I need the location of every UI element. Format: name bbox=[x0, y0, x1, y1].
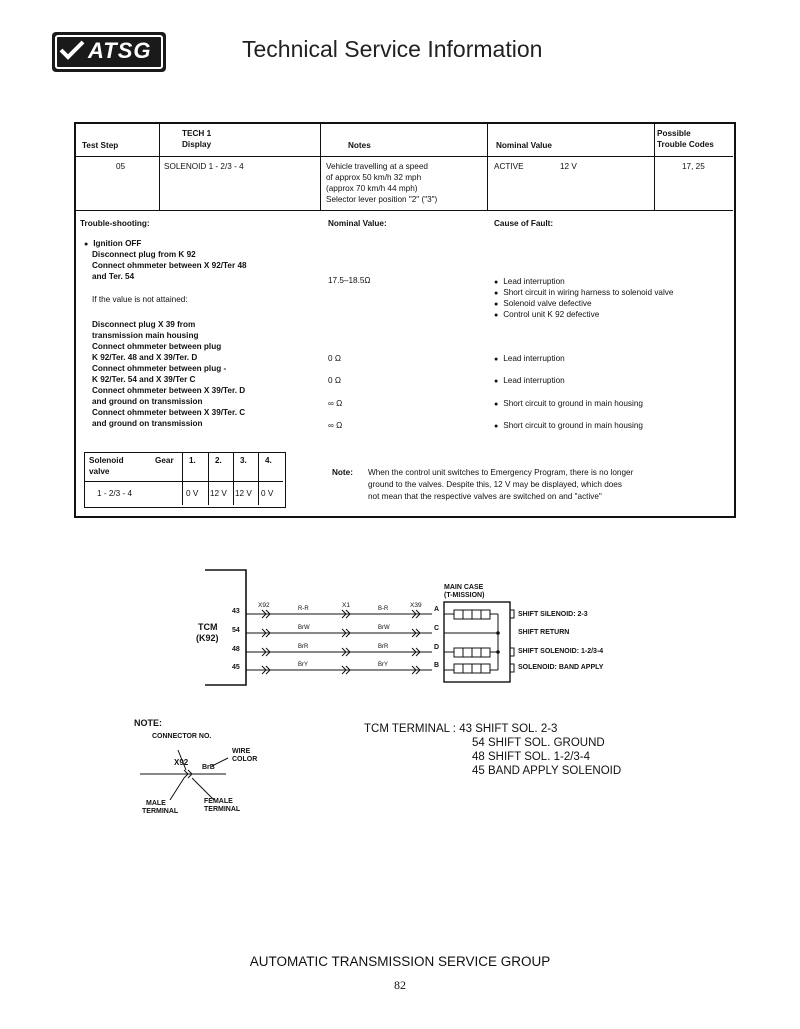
step1-line1: Disconnect plug from K 92 bbox=[92, 250, 196, 259]
if-not-attained: If the value is not attained: bbox=[92, 295, 188, 304]
note-line-1: When the control unit switches to Emergency Program, there is no longer bbox=[368, 468, 634, 477]
wiring-diagram bbox=[0, 560, 800, 840]
row-nominal-volt: 12 V bbox=[560, 162, 577, 171]
male-label: MALE bbox=[146, 800, 166, 807]
legend-title: TCM TERMINAL : bbox=[364, 723, 457, 735]
note-diagram-label: NOTE: bbox=[134, 718, 162, 728]
wire-color-l-48: BrR bbox=[298, 644, 309, 650]
gear-2: 2. bbox=[215, 456, 222, 465]
example-connector: X92 bbox=[174, 758, 189, 767]
legend-item-48: 48 SHIFT SOL. 1-2/3-4 bbox=[472, 751, 591, 763]
wire-color-r-45: BrY bbox=[378, 662, 389, 668]
main-case-label-2: (T-MISSION) bbox=[444, 592, 485, 599]
gear-val-1: 0 V bbox=[186, 489, 199, 498]
ts-cause-header: Cause of Fault: bbox=[494, 219, 554, 228]
gear-3: 3. bbox=[240, 456, 247, 465]
case-term-c: C bbox=[434, 625, 440, 632]
step5-line1: Connect ohmmeter between X 39/Ter. C bbox=[92, 408, 246, 417]
wire-label: WIRE bbox=[232, 748, 251, 755]
gear-hdr-solenoid: Solenoid bbox=[89, 456, 124, 465]
legend-item-54: 54 SHIFT SOL. GROUND bbox=[472, 737, 605, 749]
step3-line2: K 92/Ter. 54 and X 39/Ter C bbox=[92, 375, 196, 384]
value-5: ∞ Ω bbox=[328, 421, 343, 430]
connector-x39: X39 bbox=[410, 602, 422, 609]
pin-45: 45 bbox=[232, 664, 240, 671]
pin-54: 54 bbox=[232, 627, 240, 634]
value-1: 17.5–18.5Ω bbox=[328, 276, 371, 285]
gear-1: 1. bbox=[189, 456, 196, 465]
step5-line2: and ground on transmission bbox=[92, 419, 203, 428]
cause-1b: ● Short circuit in wiring harness to solenoid valve bbox=[494, 287, 673, 300]
note-line-2: ground to the valves. Despite this, 12 V may be displayed, which does bbox=[368, 480, 622, 489]
gear-voltage-table bbox=[84, 452, 286, 508]
atsg-logo bbox=[52, 32, 166, 72]
row-note-4: Selector lever position "2" ("3") bbox=[326, 195, 438, 204]
diagnostic-table bbox=[74, 122, 736, 518]
legend-item-45: 45 BAND APPLY SOLENOID bbox=[472, 765, 622, 777]
note-label: Note: bbox=[332, 468, 353, 477]
page-title: Technical Service Information bbox=[242, 36, 543, 62]
cause-1a: ● Lead interruption bbox=[494, 276, 565, 289]
row-test-step: 05 bbox=[116, 162, 126, 171]
hdr-test-step: Test Step bbox=[82, 141, 119, 150]
case-term-b: B bbox=[434, 662, 440, 669]
step1-line3: and Ter. 54 bbox=[92, 272, 135, 281]
function-shift-sol-23: SHIFT SILENOID: 2-3 bbox=[518, 611, 588, 618]
gear-4: 4. bbox=[265, 456, 272, 465]
wire-color-l-54: BrW bbox=[298, 625, 310, 631]
female-terminal-label: TERMINAL bbox=[204, 806, 241, 813]
female-label: FEMALE bbox=[204, 798, 233, 805]
pin-43: 43 bbox=[232, 608, 240, 615]
hdr-possible: Possible bbox=[657, 129, 691, 138]
function-shift-return: SHIFT RETURN bbox=[518, 629, 570, 636]
cause-1c: ● Solenoid valve defective bbox=[494, 298, 592, 311]
step2-line3: Connect ohmmeter between plug bbox=[92, 342, 222, 351]
function-band-apply: SOLENOID: BAND APPLY bbox=[518, 664, 604, 671]
legend-item-43: 43 SHIFT SOL. 2-3 bbox=[459, 723, 558, 735]
step1-line2: Connect ohmmeter between X 92/Ter 48 bbox=[92, 261, 247, 270]
page-number: 82 bbox=[394, 978, 406, 992]
color-label: COLOR bbox=[232, 756, 258, 763]
row-display: SOLENOID 1 - 2/3 - 4 bbox=[164, 162, 244, 171]
hdr-nominal: Nominal Value bbox=[496, 141, 552, 150]
wire-color-l-45: BrY bbox=[298, 662, 309, 668]
gear-val-3: 12 V bbox=[235, 489, 252, 498]
step3-line1: Connect ohmmeter between plug - bbox=[92, 364, 227, 373]
step-ignition: ● Ignition OFF bbox=[84, 238, 141, 251]
step2-line1: Disconnect plug X 39 from bbox=[92, 320, 196, 329]
gear-hdr-gear: Gear bbox=[155, 456, 174, 465]
row-note-2: of approx 50 km/h 32 mph bbox=[326, 173, 422, 182]
step4-line2: and ground on transmission bbox=[92, 397, 203, 406]
connector-x92: X92 bbox=[258, 602, 270, 609]
cause-1d: ● Control unit K 92 defective bbox=[494, 309, 599, 322]
cause-4: ● Short circuit to ground in main housing bbox=[494, 398, 643, 411]
step2-line4: K 92/Ter. 48 and X 39/Ter. D bbox=[92, 353, 198, 362]
connector-x1: X1 bbox=[342, 602, 350, 609]
wire-color-r-48: BrR bbox=[378, 644, 389, 650]
gear-row-label: 1 - 2/3 - 4 bbox=[97, 489, 133, 498]
hdr-notes: Notes bbox=[348, 141, 371, 150]
cause-3: ● Lead interruption bbox=[494, 375, 565, 388]
value-4: ∞ Ω bbox=[328, 399, 343, 408]
note-line-3: not mean that the respective valves are switched on and "active" bbox=[368, 492, 602, 501]
hdr-trouble-codes: Trouble Codes bbox=[657, 140, 714, 149]
function-shift-sol-1234: SHIFT SOLENOID: 1-2/3-4 bbox=[518, 648, 604, 655]
wire-color-r-43: B-R bbox=[378, 606, 389, 612]
value-2: 0 Ω bbox=[328, 354, 341, 363]
case-term-a: A bbox=[434, 606, 440, 613]
row-note-1: Vehicle travelling at a speed bbox=[326, 162, 428, 171]
step2-line2: transmission main housing bbox=[92, 331, 199, 340]
row-nominal-state: ACTIVE bbox=[494, 162, 524, 171]
pin-48: 48 bbox=[232, 646, 240, 653]
logo-text: ATSG bbox=[88, 38, 152, 63]
row-codes: 17, 25 bbox=[682, 162, 705, 171]
ts-nominal-header: Nominal Value: bbox=[328, 219, 387, 228]
ts-header: Trouble-shooting: bbox=[80, 219, 150, 228]
row-note-3: (approx 70 km/h 44 mph) bbox=[326, 184, 418, 193]
hdr-display: Display bbox=[182, 140, 212, 149]
hdr-tech1: TECH 1 bbox=[182, 129, 212, 138]
gear-val-2: 12 V bbox=[210, 489, 227, 498]
main-case-label: MAIN CASE bbox=[444, 584, 484, 591]
case-term-d: D bbox=[434, 644, 440, 651]
footer-org: AUTOMATIC TRANSMISSION SERVICE GROUP bbox=[249, 954, 551, 969]
gear-hdr-valve: valve bbox=[89, 467, 110, 476]
cause-5: ● Short circuit to ground in main housing bbox=[494, 420, 643, 433]
tcm-label: TCM bbox=[198, 622, 218, 632]
value-3: 0 Ω bbox=[328, 376, 341, 385]
connector-no-label: CONNECTOR NO. bbox=[152, 733, 212, 740]
gear-val-4: 0 V bbox=[261, 489, 274, 498]
male-terminal-label: TERMINAL bbox=[142, 808, 179, 815]
example-color: BrB bbox=[202, 764, 215, 771]
tcm-terminal-legend bbox=[364, 722, 621, 778]
tcm-id: (K92) bbox=[196, 633, 219, 643]
checkmark-logo-icon bbox=[59, 39, 85, 61]
cause-2: ● Lead interruption bbox=[494, 353, 565, 366]
wire-color-l-43: R-R bbox=[298, 606, 309, 612]
step4-line1: Connect ohmmeter between X 39/Ter. D bbox=[92, 386, 246, 395]
wire-color-r-54: BrW bbox=[378, 625, 390, 631]
